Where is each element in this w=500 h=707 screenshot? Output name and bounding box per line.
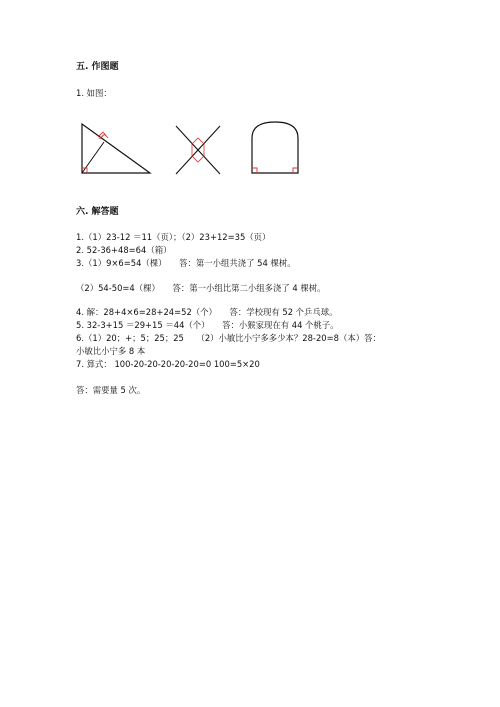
crossing-lines-figure xyxy=(174,118,224,178)
answer-line-2: 2. 52-36+48=64（箱） xyxy=(76,245,172,255)
answer-line-8: 小敏比小宁多 8 本 xyxy=(76,346,146,356)
arch-shape-figure xyxy=(248,118,304,178)
answer-line-9: 7. 算式： 100-20-20-20-20-20=0 100=5×20 xyxy=(76,359,260,369)
section6-heading: 六. 解答题 xyxy=(76,207,119,217)
geometry-figures xyxy=(76,118,316,180)
answer-line-3: 3.（1）9×6=54（棵） 答：第一小组共浇了 54 棵树。 xyxy=(76,258,296,268)
answer-line-7: 6.（1）20；+；5；25；25 （2）小敏比小宁多多少本？28-20=8（本）答： xyxy=(76,333,381,343)
right-triangle-figure xyxy=(76,118,156,178)
answer-line-6: 5. 32-3+15 ＝29+15 ＝44（个） 答：小猴家现在有 44 个桃子。 xyxy=(76,320,339,330)
answer-line-10: 答：需要量 5 次。 xyxy=(76,385,146,395)
answer-line-1: 1.（1）23-12 ＝11（页）；（2）23+12=35（页） xyxy=(76,232,271,242)
section5-q1-label: 1. 如图： xyxy=(76,88,112,98)
section5-heading: 五. 作图题 xyxy=(76,62,119,72)
answer-line-4: （2）54-50=4（棵） 答：第一小组比第二小组多浇了 4 棵树。 xyxy=(76,283,326,293)
answer-line-5: 4. 解：28+4×6=28+24=52（个） 答：学校现有 52 个乒乓球。 xyxy=(76,307,338,317)
